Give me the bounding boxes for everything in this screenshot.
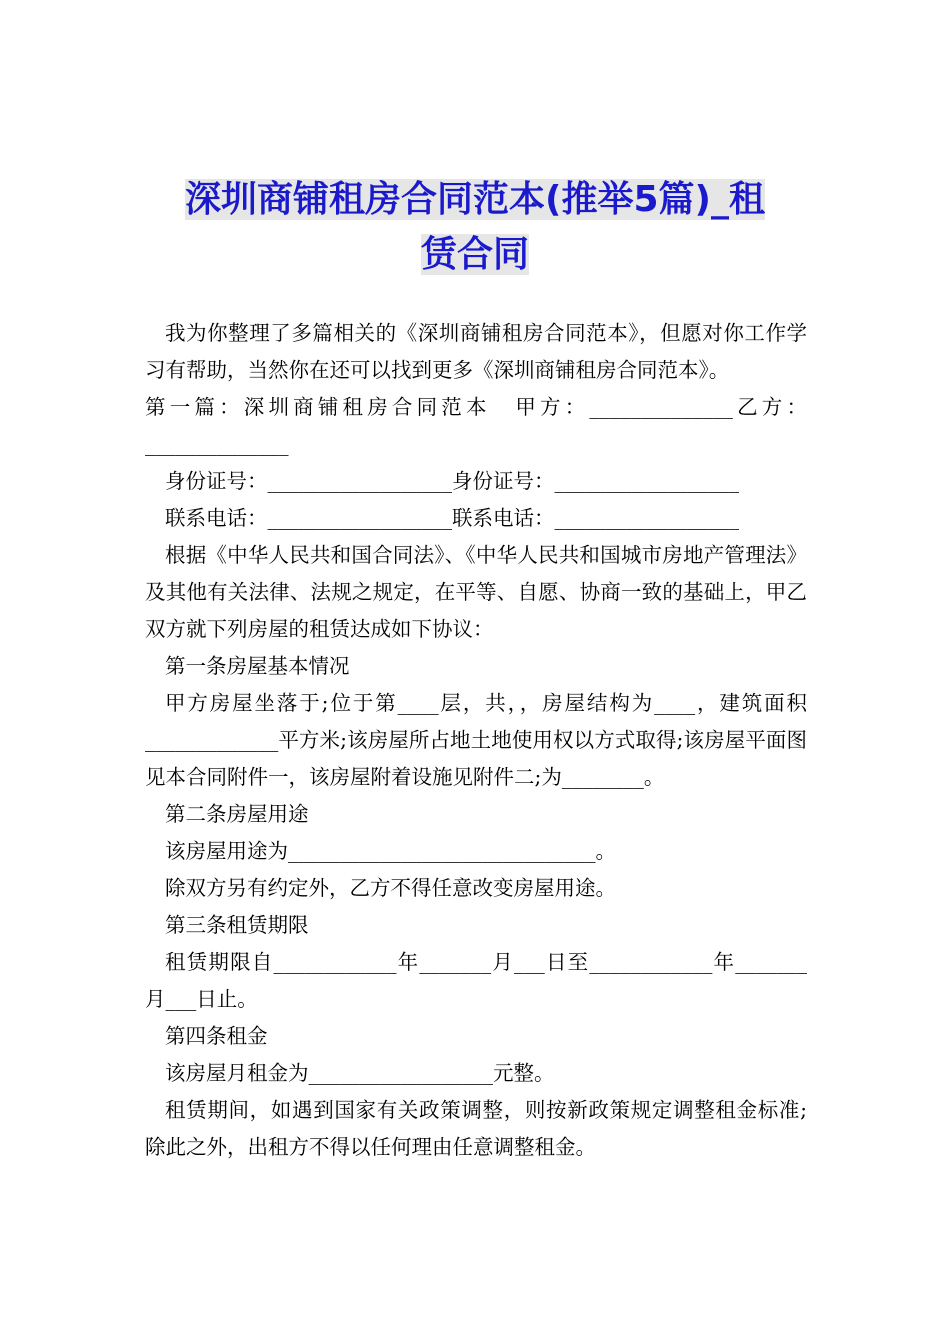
paragraph: 租赁期限自____________年_______月___日至____________年_______月___日止。 bbox=[145, 950, 807, 1011]
section-heading: 第二条房屋用途 bbox=[165, 802, 309, 826]
paragraph: 联系电话：__________________联系电话：__________________ bbox=[165, 506, 739, 530]
paragraph: 第一篇：深圳商铺租房合同范本 甲方：______________乙方：______________ bbox=[145, 395, 807, 456]
paragraph: 我为你整理了多篇相关的《深圳商铺租房合同范本》，但愿对你工作学习有帮助，当然你在还可以找到更多《深圳商铺租房合同范本》。 bbox=[145, 321, 807, 382]
paragraph: 该房屋月租金为__________________元整。 bbox=[165, 1061, 555, 1085]
paragraph: 租赁期间，如遇到国家有关政策调整，则按新政策规定调整租金标准;除此之外，出租方不得以任何理由任意调整租金。 bbox=[145, 1098, 807, 1159]
document-body bbox=[145, 315, 807, 1166]
title-line-2: 赁合同 bbox=[420, 234, 529, 275]
section-heading: 第一条房屋基本情况 bbox=[165, 654, 350, 678]
paragraph: 该房屋用途为______________________________。 bbox=[165, 839, 616, 863]
paragraph: 除双方另有约定外，乙方不得任意改变房屋用途。 bbox=[165, 876, 616, 900]
section-heading: 第三条租赁期限 bbox=[165, 913, 309, 937]
paragraph: 根据《中华人民共和国合同法》、《中华人民共和国城市房地产管理法》及其他有关法律、法规之规定，在平等、自愿、协商一致的基础上，甲乙双方就下列房屋的租赁达成如下协议： bbox=[145, 543, 807, 641]
title-line-1: 深圳商铺租房合同范本(推举5篇)_租 bbox=[185, 179, 765, 220]
paragraph: 甲方房屋坐落于;位于第____层，共，，房屋结构为____，建筑面积_____________平方米;该房屋所占地土地使用权以方式取得;该房屋平面图见本合同附件一，该房屋附着设施见附件二;为________。 bbox=[145, 691, 807, 789]
document-title bbox=[145, 172, 805, 282]
paragraph: 身份证号：__________________身份证号：__________________ bbox=[165, 469, 739, 493]
section-heading: 第四条租金 bbox=[165, 1024, 268, 1048]
